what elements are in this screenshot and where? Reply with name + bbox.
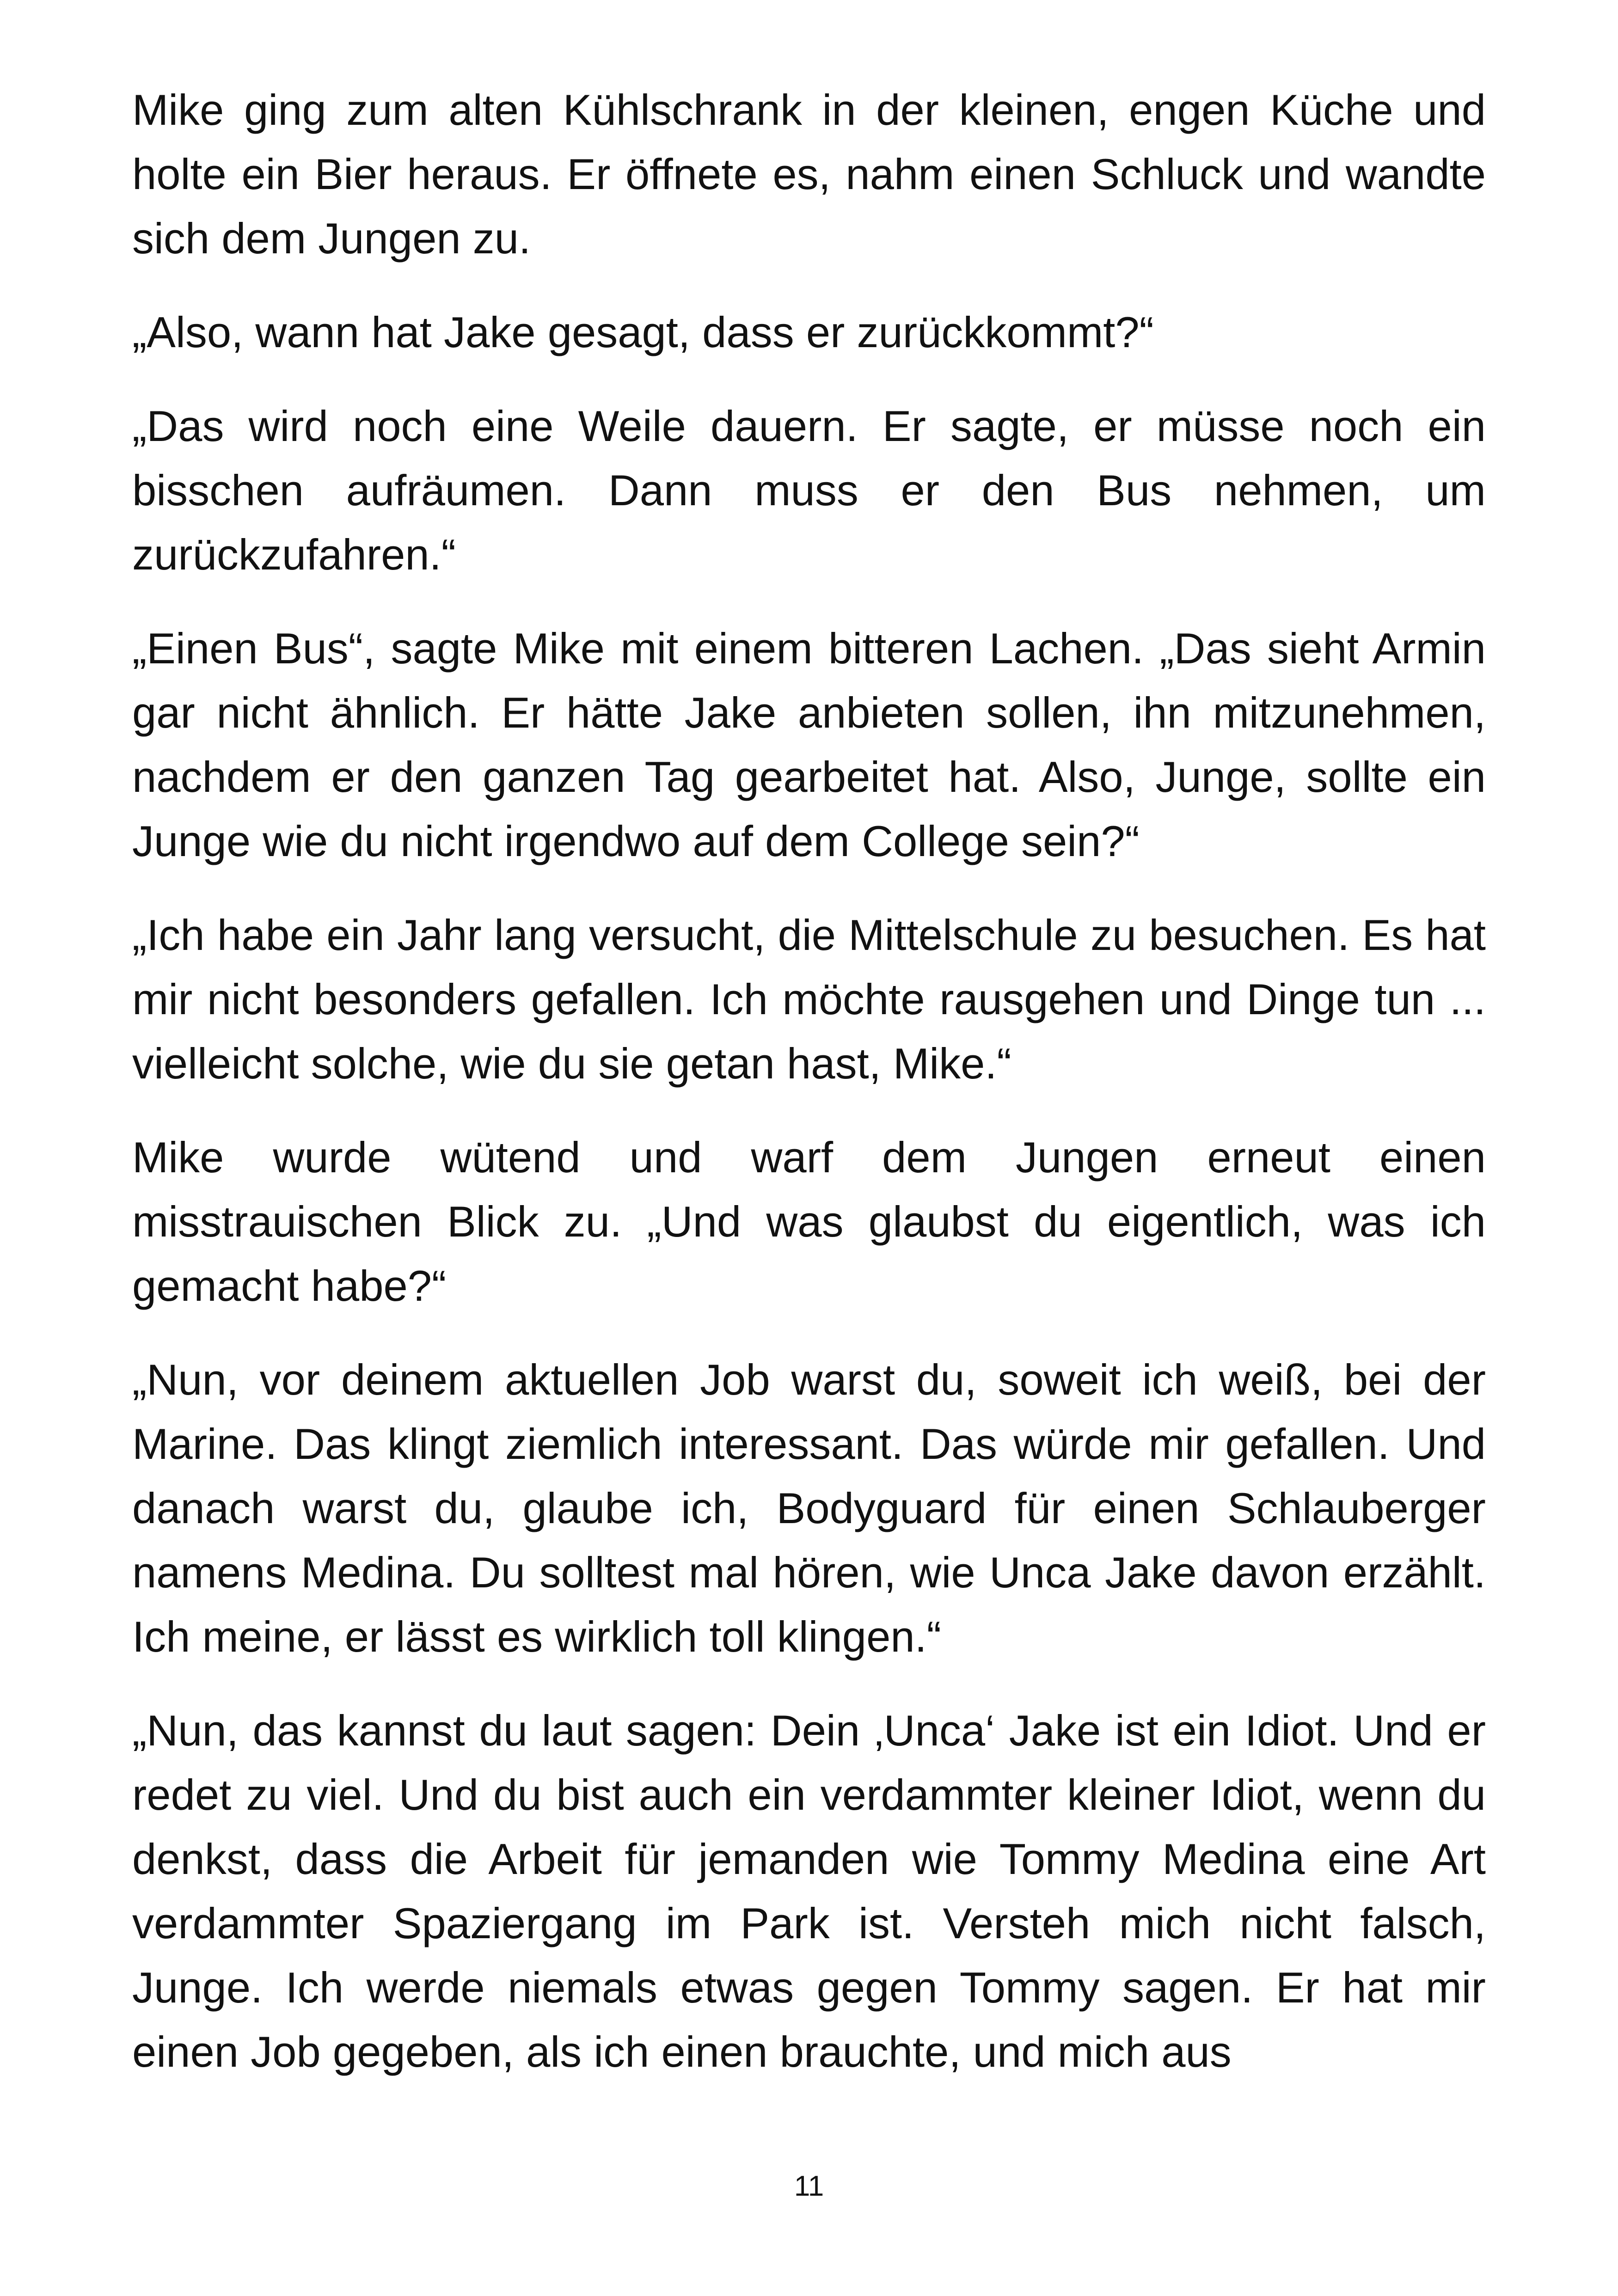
paragraph: „Nun, vor deinem aktuellen Job warst du, soweit ich weiß, bei der Marine. Das klingt ziemlich interessant. Das würde mir gefallen. Und danach warst du, glaube ich, Bodyguard für einen Schlauberger namens Medina. Du solltest mal hören, wie Unca Jake davon erzählt. Ich meine, er lässt es wirklich toll klingen.“ [132, 1355, 1486, 1661]
paragraph: Mike wurde wütend und warf dem Jungen erneut einen misstrauischen Blick zu. „Und was glaubst du eigentlich, was ich gemacht habe?“ [132, 1133, 1486, 1310]
page-number: 11 [794, 2170, 824, 2202]
paragraph: „Also, wann hat Jake gesagt, dass er zurückkommt?“ [132, 308, 1154, 356]
paragraph: Mike ging zum alten Kühlschrank in der kleinen, engen Küche und holte ein Bier heraus. Er öffnete es, nahm einen Schluck und wandte sich dem Jungen zu. [132, 86, 1486, 263]
paragraph: „Das wird noch eine Weile dauern. Er sagte, er müsse noch ein bisschen aufräumen. Dann muss er den Bus nehmen, um zurückzufahren.“ [132, 402, 1486, 579]
paragraph: „Nun, das kannst du laut sagen: Dein ‚Unca‘ Jake ist ein Idiot. Und er redet zu viel. Und du bist auch ein verdammter kleiner Idiot, wenn du denkst, dass die Arbeit für jemanden wie Tommy Medina eine Art verdammter Spaziergang im Park ist. Versteh mich nicht falsch, Junge. Ich werde niemals etwas gegen Tommy sagen. Er hat mir einen Job gegeben, als ich einen brauchte, und mich aus [132, 1706, 1486, 2076]
paragraph: „Einen Bus“, sagte Mike mit einem bitteren Lachen. „Das sieht Armin gar nicht ähnlich. Er hätte Jake anbieten sollen, ihn mitzunehmen, nachdem er den ganzen Tag gearbeitet hat. Also, Junge, sollte ein Junge wie du nicht irgendwo auf dem College sein?“ [132, 624, 1486, 865]
body-text [132, 78, 1486, 2084]
paragraph: „Ich habe ein Jahr lang versucht, die Mittelschule zu besuchen. Es hat mir nicht besonders gefallen. Ich möchte rausgehen und Dinge tun ... vielleicht solche, wie du sie getan hast, Mike.“ [132, 911, 1486, 1088]
